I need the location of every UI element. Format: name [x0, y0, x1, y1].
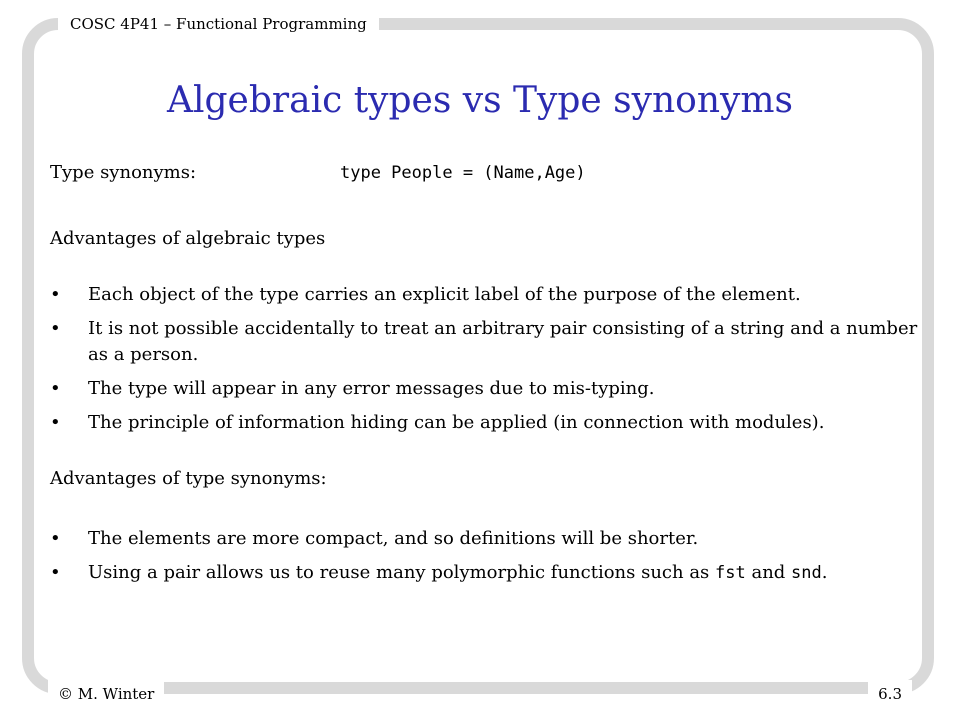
bullet-icon: •: [50, 412, 61, 433]
slide-number: 6.3: [868, 680, 912, 708]
bullet-text: Using a pair allows us to reuse many polymorphic functions such as fst and snd.: [88, 562, 828, 583]
algebraic-heading: Advantages of algebraic types: [50, 228, 326, 249]
algebraic-advantages-list: [50, 282, 920, 436]
course-header: COSC 4P41 – Functional Programming: [58, 8, 379, 40]
list-item: [50, 560, 920, 586]
bullet-icon: •: [50, 284, 61, 305]
bullet-icon: •: [50, 318, 61, 339]
list-item: • The principle of information hiding can be applied (in connection with modules).: [50, 410, 920, 436]
list-item: • The type will appear in any error messages due to mis-typing.: [50, 376, 920, 402]
bullet-icon: •: [50, 562, 61, 583]
fst-code: fst: [715, 563, 746, 583]
type-synonym-definition: [50, 160, 920, 196]
synonyms-heading: Advantages of type synonyms:: [50, 468, 327, 489]
list-item: • Each object of the type carries an explicit label of the purpose of the element.: [50, 282, 920, 308]
author-footer: © M. Winter: [48, 680, 164, 708]
slide-content: [50, 160, 920, 594]
snd-code: snd: [791, 563, 822, 583]
type-synonym-label: Type synonyms:: [50, 162, 197, 183]
slide-title: Algebraic types vs Type synonyms: [167, 80, 793, 121]
type-synonym-code: type People = (Name,Age): [340, 163, 586, 183]
bullet-icon: •: [50, 528, 61, 549]
synonym-advantages-list: [50, 526, 920, 586]
list-item: • The elements are more compact, and so definitions will be shorter.: [50, 526, 920, 552]
list-item: • It is not possible accidentally to treat an arbitrary pair consisting of a string and a number as a person.: [50, 318, 918, 365]
bullet-icon: •: [50, 378, 61, 399]
